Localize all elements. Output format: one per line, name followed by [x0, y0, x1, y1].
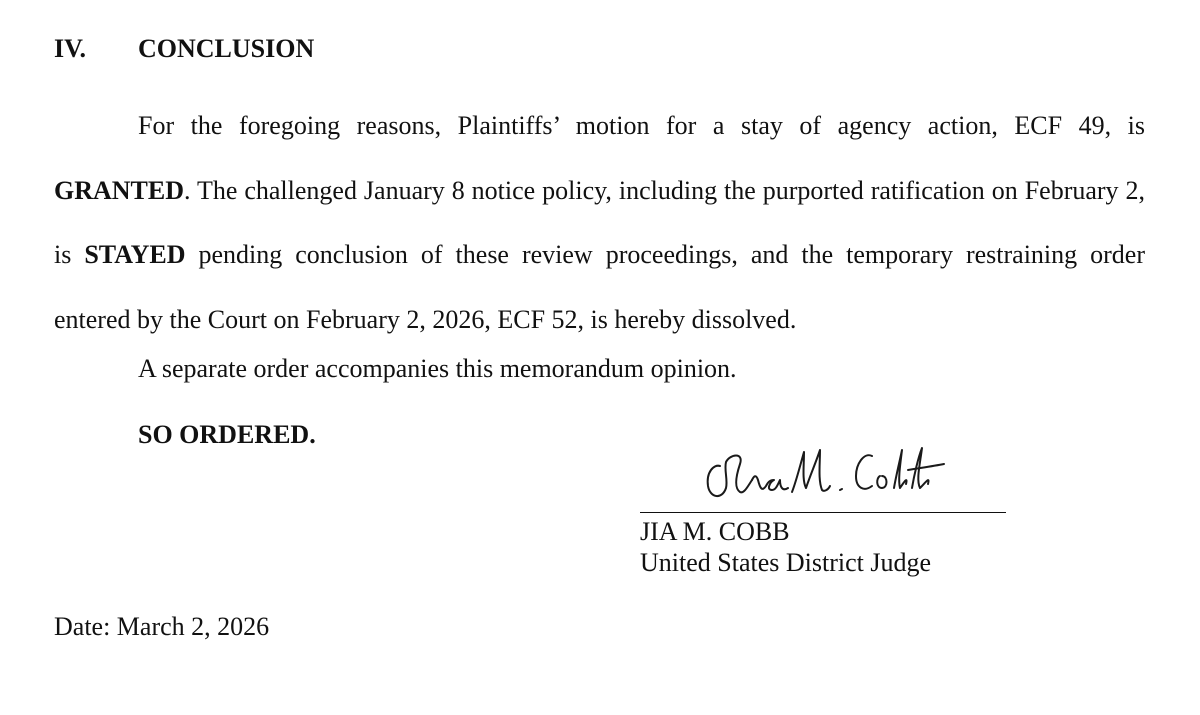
handwritten-signature — [700, 436, 950, 508]
paragraph-text-3: pending conclusion of these review proceedings, and the temporary restraining order entered by the Court on February 2, 2026, ECF 52, is hereby dissolved. — [54, 240, 1145, 334]
granted-text: GRANTED — [54, 175, 185, 205]
order-date: Date: March 2, 2026 — [54, 612, 270, 641]
section-number: IV. — [54, 34, 87, 63]
section-heading — [54, 34, 314, 64]
paragraph-text-1: For the foregoing reasons, Plaintiffs’ motion for a stay of agency action, ECF 49, is — [138, 111, 1145, 140]
judge-title: United States District Judge — [640, 548, 932, 577]
section-title: CONCLUSION — [138, 34, 315, 63]
conclusion-paragraph — [54, 94, 1145, 352]
stayed-text: STAYED — [84, 240, 186, 269]
paragraph-text-2: . The challenged January 8 notice policy, including the purported ratification on February 2, is — [54, 175, 1145, 269]
so-ordered-line: SO ORDERED. — [138, 420, 316, 449]
judge-name: JIA M. COBB — [640, 517, 790, 546]
separate-order-line: A separate order accompanies this memorandum opinion. — [138, 354, 737, 383]
signature-line — [640, 512, 1006, 513]
